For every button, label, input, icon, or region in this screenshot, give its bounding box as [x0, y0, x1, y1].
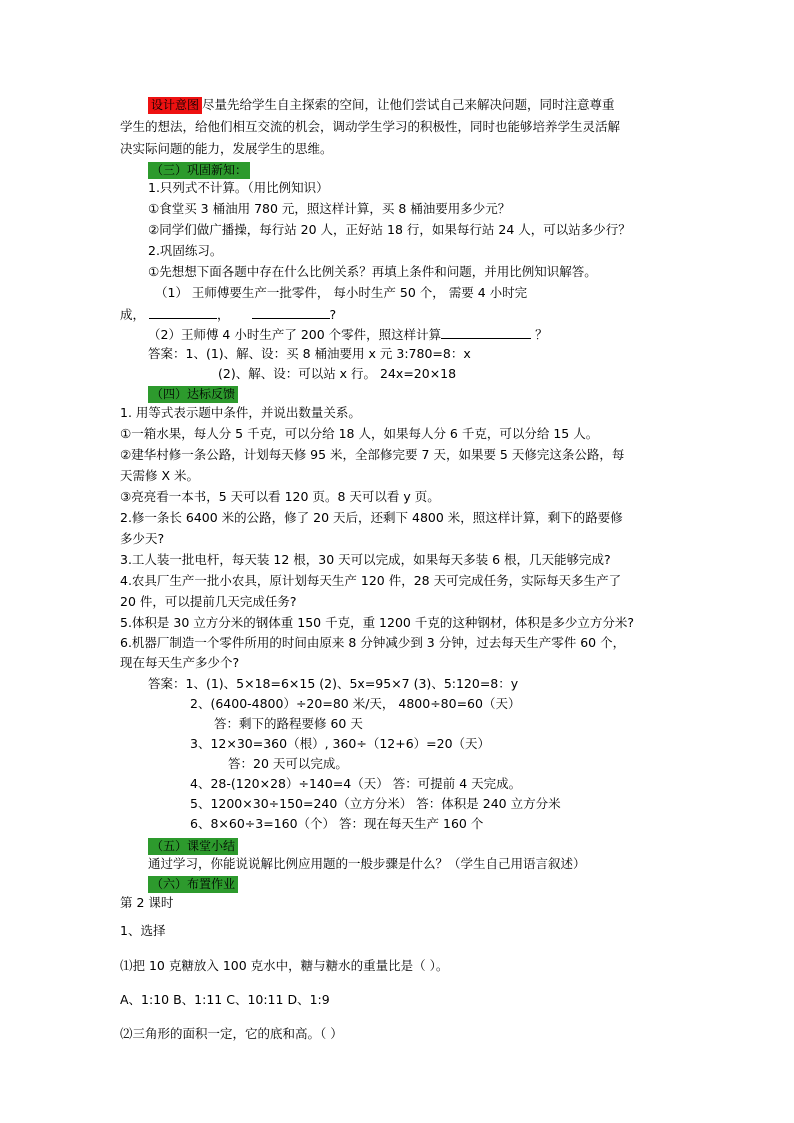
intent-line-2: 学生的想法，给他们相互交流的机会，调动学生学习的积极性，同时也能够培养学生灵活解	[120, 119, 621, 134]
sec3-l7a: 成，	[120, 307, 146, 322]
lesson2-select: 1、选择	[120, 923, 166, 938]
sec4-q4b: 20 件，可以提前几天完成任务?	[120, 594, 297, 609]
sec3-l8a: （2）王师傅 4 小时生产了 200 个零件，照这样计算	[148, 327, 442, 342]
sec3-l7c: ?	[329, 307, 337, 322]
sec4-q6b: 现在每天生产多少个?	[120, 655, 240, 670]
blank-question[interactable]	[252, 304, 330, 319]
sec4-q6a: 6.机器厂制造一个零件所用的时间由原来 8 分钟减少到 3 分钟，过去每天生产零件 60 个，	[120, 635, 626, 650]
sec3-l5: ①先想想下面各题中存在什么比例关系？再填上条件和问题，并用比例知识解答。	[148, 264, 597, 279]
lesson2-p1: ⑴把 10 克糖放入 100 克水中，糖与糖水的重量比是（ ）。	[120, 958, 449, 973]
sec3-ans1: 答案：1、(1)、解、设：买 8 桶油要用 x 元 3:780=8：x	[148, 346, 471, 361]
sec4-q4a: 4.农具厂生产一批小农具，原计划每天生产 120 件，28 天可完成任务，实际每天多生产了	[120, 573, 622, 588]
sec5-heading	[148, 836, 238, 856]
sec4-a2: 2、(6400-4800）÷20=80 米/天， 4800÷80=60（天）	[190, 696, 521, 711]
lesson2-opts: A、1:10 B、1:11 C、10:11 D、1:9	[120, 992, 330, 1007]
blank-condition[interactable]	[149, 304, 217, 319]
sec5-text: 通过学习，你能说说解比例应用题的一般步骤是什么？（学生自己用语言叙述）	[148, 856, 586, 871]
sec4-q1a: ①一箱水果，每人分 5 千克，可以分给 18 人，如果每人分 6 千克，可以分给 15 人。	[120, 426, 599, 441]
sec4-a3b: 答：20 天可以完成。	[228, 756, 348, 771]
sec3-l6: （1） 王师傅要生产一批零件， 每小时生产 50 个， 需要 4 小时完	[155, 285, 528, 300]
sec4-q1b1: ②建华村修一条公路，计划每天修 95 米，全部修完要 7 天，如果要 5 天修完这条公路，每	[120, 447, 625, 462]
lesson2-title: 第 2 课时	[120, 895, 174, 910]
sec4-q1: 1. 用等式表示题中条件，并说出数量关系。	[120, 405, 361, 420]
sec3-l7b: ，	[217, 307, 230, 322]
sec4-a6: 6、8×60÷3=160（个） 答：现在每天生产 160 个	[190, 816, 484, 831]
sec4-a5: 5、1200×30÷150=240（立方分米） 答：体积是 240 立方分米	[190, 796, 561, 811]
lesson2-p2: ⑵三角形的面积一定，它的底和高。（ ）	[120, 1026, 343, 1041]
sec4-q1b2: 天需修 X 米。	[120, 468, 200, 483]
sec3-l3: ②同学们做广播操，每行站 20 人，正好站 18 行，如果每行站 24 人，可以站多少行？	[148, 222, 631, 237]
sec3-l1: 1.只列式不计算。（用比例知识）	[148, 180, 329, 195]
sec4-q3: 3.工人装一批电杆，每天装 12 根，30 天可以完成，如果每天多装 6 根，几天能够完成?	[120, 552, 611, 567]
sec5-tag: （五）课堂小结	[148, 838, 238, 855]
intent-line-3: 决实际问题的能力，发展学生的思维。	[120, 141, 333, 156]
sec3-l8	[148, 324, 548, 345]
sec4-tag: （四）达标反馈	[148, 386, 238, 403]
sec4-q5: 5.体积是 30 立方分米的钢体重 150 千克，重 1200 千克的这种钢材，体积是多少立方分米?	[120, 615, 634, 630]
sec4-q2b: 多少天?	[120, 531, 165, 546]
intent-line-1	[148, 95, 615, 115]
sec3-heading	[148, 160, 250, 180]
sec4-a2b: 答：剩下的路程要修 60 天	[214, 716, 363, 731]
sec6-tag: （六）布置作业	[148, 876, 238, 893]
sec4-q1c: ③亮亮看一本书，5 天可以看 120 页。8 天可以看 y 页。	[120, 489, 440, 504]
sec4-a3: 3、12×30=360（根）, 360÷（12+6）=20（天）	[190, 736, 491, 751]
sec4-a1: 答案：1、(1)、5×18=6×15 (2)、5x=95×7 (3)、5:120=8：y	[148, 676, 519, 691]
intent-text-1: 尽量先给学生自主探索的空间，让他们尝试自己来解决问题，同时注意尊重	[202, 97, 615, 112]
sec4-a4: 4、28-(120×28）÷140=4（天） 答：可提前 4 天完成。	[190, 776, 522, 791]
sec4-q2a: 2.修一条长 6400 米的公路，修了 20 天后，还剩下 4800 米，照这样计算，剩下的路要修	[120, 510, 623, 525]
sec3-l7	[120, 304, 336, 325]
blank-calc[interactable]	[441, 324, 531, 339]
intent-tag: 设计意图	[148, 97, 202, 114]
sec3-tag: （三）巩固新知：	[148, 162, 250, 179]
sec3-ans2: (2)、解、设：可以站 x 行。 24x=20×18	[218, 366, 457, 381]
sec6-heading	[148, 874, 238, 894]
sec4-heading	[148, 384, 238, 404]
sec3-l8b: ？	[535, 327, 548, 342]
sec3-l4: 2.巩固练习。	[148, 243, 223, 258]
sec3-l2: ①食堂买 3 桶油用 780 元，照这样计算，买 8 桶油要用多少元？	[148, 201, 511, 216]
